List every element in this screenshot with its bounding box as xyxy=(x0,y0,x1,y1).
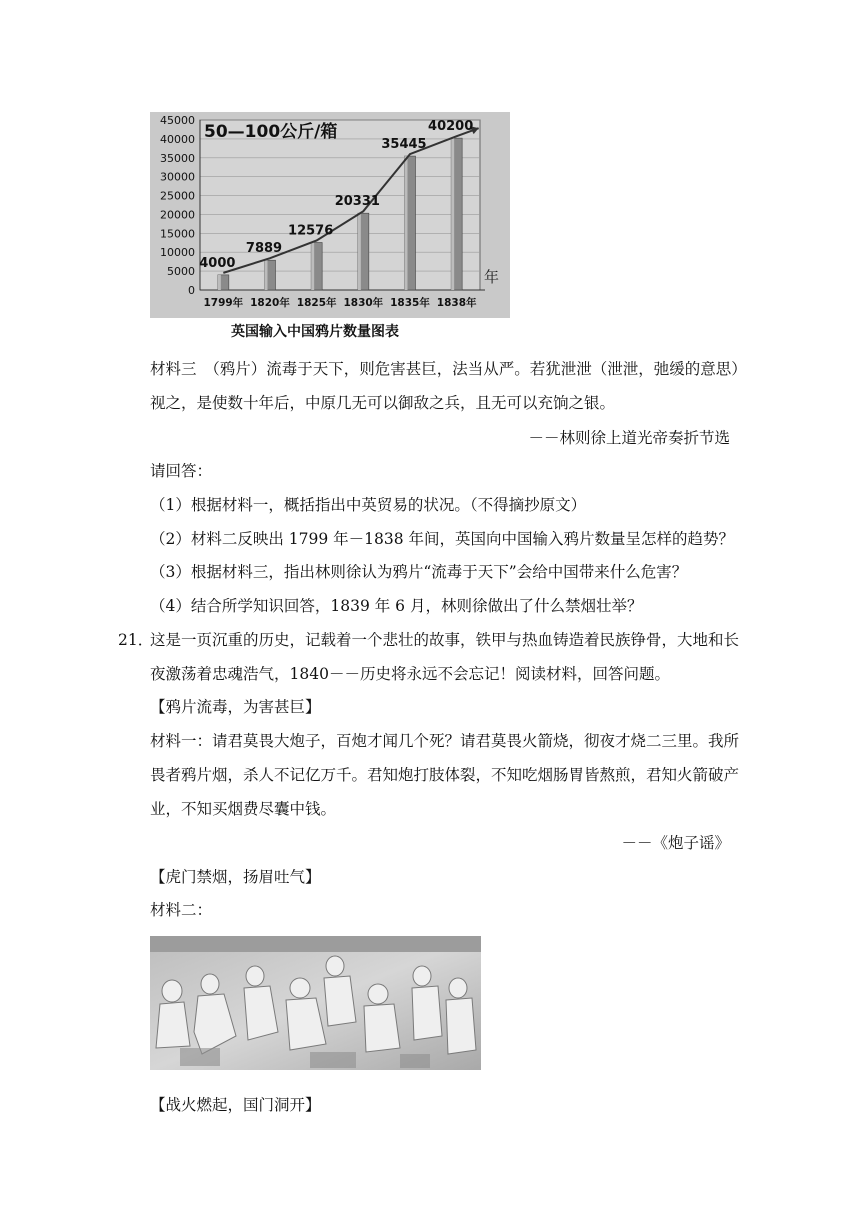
chart-y-tick-label: 35000 xyxy=(160,151,195,165)
chart-data-label: 4000 xyxy=(199,255,236,271)
chart-y-tick-label: 45000 xyxy=(160,114,195,127)
chart-y-tick-label: 25000 xyxy=(160,189,195,203)
chart-y-tick-label: 30000 xyxy=(160,170,195,184)
chart-y-tick-label: 20000 xyxy=(160,208,195,222)
chart-x-tick-label: 1799年 xyxy=(203,297,244,309)
chart-data-label: 40200 xyxy=(428,119,474,135)
chart-data-label: 35445 xyxy=(381,137,427,153)
question-4: （4）结合所学知识回答，1839 年 6 月，林则徐做出了什么禁烟壮举？ xyxy=(150,597,643,615)
q21-heading-opium: 【鸦片流毒，为害甚巨】 xyxy=(150,698,321,716)
chart-y-tick-label: 5000 xyxy=(167,265,195,279)
chart-x-tick-label: 1825年 xyxy=(296,297,337,309)
chart-y-tick-label: 40000 xyxy=(160,132,195,146)
material1-line1: 材料一：请君莫畏大炮子，百炮才闻几个死？请君莫畏火箭烧，彻夜才烧二三里。我所 xyxy=(150,732,740,750)
chart-bar-highlight xyxy=(265,260,268,290)
question-1: （1）根据材料一，概括指出中英贸易的状况。（不得摘抄原文） xyxy=(150,496,587,514)
chart-data-label: 7889 xyxy=(245,241,283,257)
material3-line2: 视之，是使数十年后，中原几无可以御敌之兵，且无可以充饷之银。 xyxy=(150,394,616,412)
chart-svg xyxy=(150,112,510,344)
chart-unit-label: 50—100公斤/箱 xyxy=(204,122,338,142)
chart-x-tick-label: 1830年 xyxy=(343,297,384,309)
q21-number: 21． xyxy=(118,631,154,649)
chart-bar-highlight xyxy=(311,242,314,290)
chart-data-label: 12576 xyxy=(288,223,334,239)
q21-line2: 夜激荡着忠魂浩气，1840－－历史将永远不会忘记！阅读材料，回答问题。 xyxy=(150,665,670,683)
chart-y-tick-label: 15000 xyxy=(160,227,195,241)
material2-label: 材料二： xyxy=(150,901,213,919)
material3-source: －－林则徐上道光帝奏折节选 xyxy=(528,429,730,447)
chart-bar-highlight xyxy=(358,213,361,290)
chart-y-tick-label: 0 xyxy=(188,284,195,297)
chart-x-tick-label: 1820年 xyxy=(250,297,290,309)
question-2: （2）材料二反映出 1799 年－1838 年间，英国向中国输入鸦片数量呈怎样的趋势？ xyxy=(150,530,735,548)
chart-bar-highlight xyxy=(451,138,454,290)
questions-intro: 请回答： xyxy=(150,462,213,480)
material3-line1: 材料三 （鸦片）流毒于天下，则危害甚巨，法当从严。若犹泄泄（泄泄，弛缓的意思） xyxy=(150,360,747,378)
chart-bar-highlight xyxy=(405,156,408,290)
opium-import-chart xyxy=(150,112,510,344)
chart-x-axis-label: 年 xyxy=(484,268,500,286)
q21-heading-war: 【战火燃起，国门洞开】 xyxy=(150,1096,321,1114)
chart-title: 英国输入中国鸦片数量图表 xyxy=(231,324,399,340)
chart-x-tick-label: 1835年 xyxy=(390,297,430,309)
chart-bar-highlight xyxy=(218,275,221,290)
material1-line3: 业，不知买烟费尽囊中钱。 xyxy=(150,800,337,818)
q21-line1: 这是一页沉重的历史，记载着一个悲壮的故事，铁甲与热血铸造着民族铮骨，大地和长 xyxy=(150,631,740,649)
chart-x-tick-label: 1838年 xyxy=(436,297,477,309)
q21-heading-humen: 【虎门禁烟，扬眉吐气】 xyxy=(150,868,321,886)
question-3: （3）根据材料三，指出林则徐认为鸦片“流毒于天下”会给中国带来什么危害？ xyxy=(150,563,688,581)
material1-source: －－《炮子谣》 xyxy=(621,834,730,852)
chart-data-label: 20331 xyxy=(334,194,380,210)
material1-line2: 畏者鸦片烟，杀人不记亿万千。君知炮打肢体裂，不知吃烟肠胃皆熬煎，君知火箭破产 xyxy=(150,766,740,784)
humen-relief-image xyxy=(150,936,481,1070)
chart-y-tick-label: 10000 xyxy=(160,246,195,260)
